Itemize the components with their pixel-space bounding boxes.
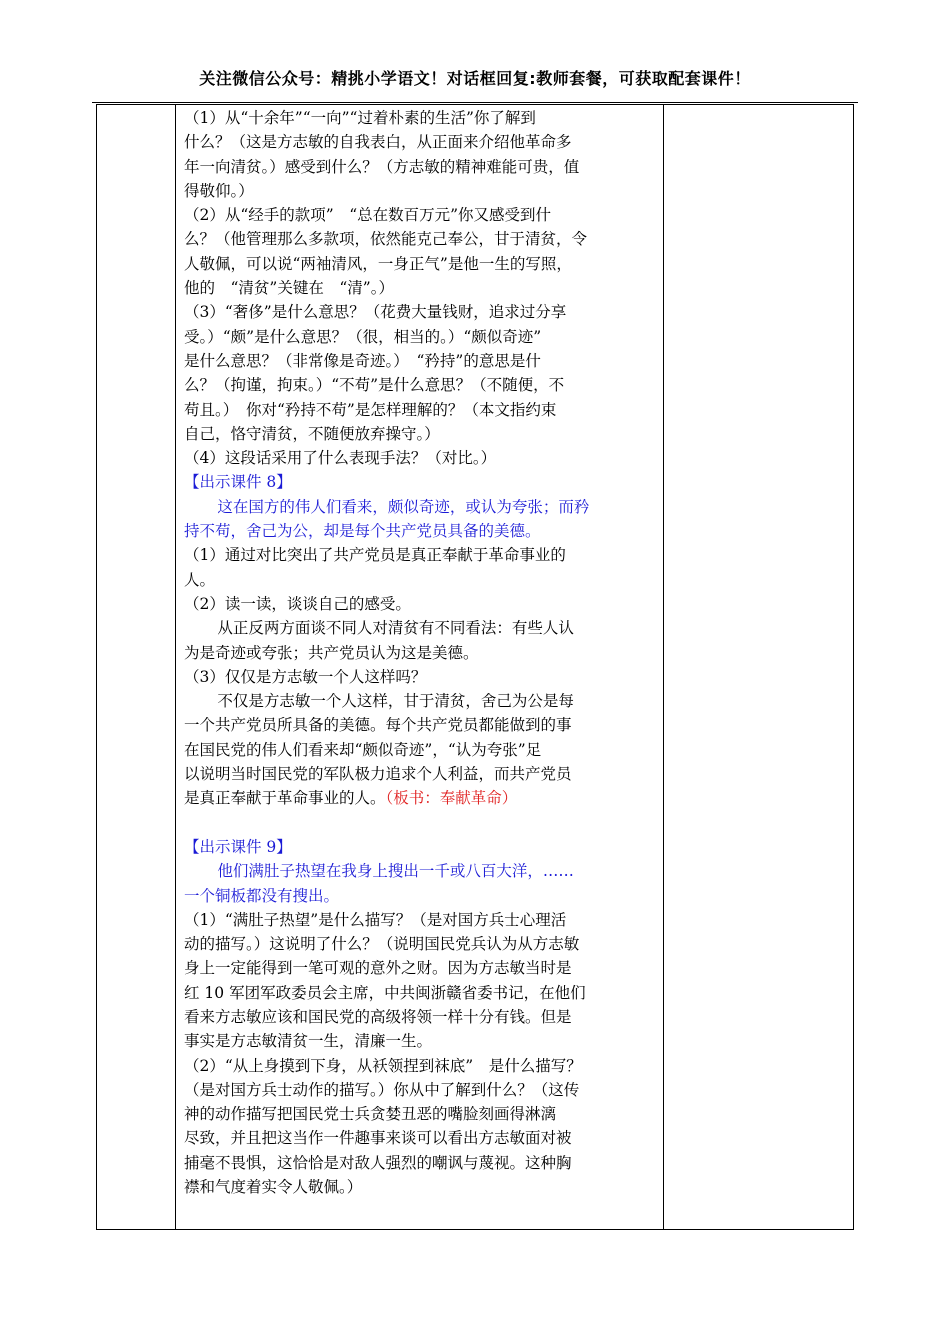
line-text: 神的动作描写把国民党士兵贪婪丑恶的嘴脸刻画得淋漓	[184, 1105, 557, 1124]
lesson-content	[184, 106, 666, 1199]
text-line	[184, 835, 666, 859]
line-text: （2）读一读，谈谈自己的感受。	[184, 594, 411, 613]
line-text: 为是奇迹或夸张；共产党员认为这是美德。	[184, 643, 479, 662]
line-text: 人敬佩，可以说“两袖清风，一身正气”是他一生的写照，	[184, 254, 572, 273]
board-note: （板书：奉献革命）	[385, 789, 518, 808]
line-text: 看来方志敏应该和国民党的高级将领一样十分有钱。但是	[184, 1007, 572, 1026]
line-text: 自己，恪守清贫，不随便放弃操守。）	[184, 424, 440, 443]
text-line	[184, 689, 666, 713]
text-line	[184, 130, 666, 154]
line-text: 么？（拘谨，拘束。）“不苟”是什么意思？（不随便，不	[184, 376, 565, 395]
line-text: 不仅是方志敏一个人这样，甘于清贫，舍己为公是每	[217, 692, 574, 711]
text-line	[184, 1175, 666, 1199]
line-text: 这在国方的伟人们看来，颇似奇迹，或认为夸张；而矜	[217, 497, 590, 516]
line-text: 么？（他管理那么多款项，依然能克己奉公，甘于清贫，令	[184, 230, 588, 249]
text-line	[184, 519, 666, 543]
text-line	[184, 1151, 666, 1175]
text-line	[184, 1102, 666, 1126]
line-text: 身上一定能得到一笔可观的意外之财。因为方志敏当时是	[184, 959, 572, 978]
column-divider-left	[175, 105, 176, 1229]
text-line	[184, 713, 666, 737]
text-line	[184, 1054, 666, 1078]
line-text: 捕毫不畏惧，这恰恰是对敌人强烈的嘲讽与蔑视。这种胸	[184, 1153, 572, 1172]
line-text: 动的描写。）这说明了什么？（说明国民党兵认为从方志敏	[184, 935, 580, 954]
line-text: （1）通过对比突出了共产党员是真正奉献于革命事业的	[184, 546, 566, 565]
text-line	[184, 908, 666, 932]
line-text: （2）“从上身摸到下身，从袄领捏到袜底” 是什么描写？	[184, 1056, 582, 1075]
line-text: 受。）“颇”是什么意思？（很，相当的。）“颇似奇迹”	[184, 327, 542, 346]
line-text: （3）仅仅是方志敏一个人这样吗？	[184, 667, 427, 686]
line-text: （2）从“经手的款项” “总在数百万元”你又感受到什	[184, 206, 552, 225]
text-line	[184, 616, 666, 640]
text-line	[184, 446, 666, 470]
line-text: （1）从“十余年”“一向”“过着朴素的生活”你了解到	[184, 109, 536, 127]
line-text: 襟和气度着实令人敬佩。）	[184, 1178, 363, 1197]
text-line	[184, 252, 666, 276]
header-rule	[92, 102, 858, 103]
line-text: 一个共产党员所具备的美德。每个共产党员都能做到的事	[184, 716, 572, 735]
text-line	[184, 884, 666, 908]
line-text: 尽致，并且把这当作一件趣事来谈可以看出方志敏面对被	[184, 1129, 572, 1148]
line-text: 是真正奉献于革命事业的人。	[184, 789, 386, 808]
text-line	[184, 1078, 666, 1102]
text-line	[184, 1029, 666, 1053]
line-text: 以说明当时国民党的军队极力追求个人利益，而共产党员	[184, 765, 572, 784]
text-line	[184, 981, 666, 1005]
line-text: （1）“满肚子热望”是什么描写？（是对国方兵士心理活	[184, 910, 567, 929]
line-text: 【出示课件 9】	[184, 837, 292, 856]
text-line	[184, 349, 666, 373]
text-line	[184, 1126, 666, 1150]
text-line	[184, 956, 666, 980]
line-text: 他们满肚子热望在我身上搜出一千或八百大洋，……	[217, 862, 574, 881]
line-text: （3）“奢侈”是什么意思？（花费大量钱财，追求过分享	[184, 303, 567, 322]
line-text: 【出示课件 8】	[184, 473, 292, 492]
text-line	[184, 398, 666, 422]
text-line	[184, 568, 666, 592]
line-text: 人。	[184, 570, 216, 589]
text-line	[184, 641, 666, 665]
text-line	[184, 665, 666, 689]
line-text: （是对国方兵士动作的描写。）你从中了解到什么？（这传	[184, 1080, 580, 1099]
line-text: 红 10 军团军政委员会主席，中共闽浙赣省委书记，在他们	[184, 983, 586, 1002]
text-line	[184, 859, 666, 883]
text-line	[184, 300, 666, 324]
text-line	[184, 762, 666, 786]
text-line	[184, 227, 666, 251]
text-line	[184, 373, 666, 397]
line-text: 是什么意思？（非常像是奇迹。） “矜持”的意思是什	[184, 351, 541, 370]
text-line	[184, 932, 666, 956]
line-text: 年一向清贫。）感受到什么？（方志敏的精神难能可贵，值	[184, 157, 580, 176]
text-line	[184, 325, 666, 349]
line-text: 从正反两方面谈不同人对清贫有不同看法：有些人认	[217, 619, 574, 638]
text-line	[184, 738, 666, 762]
text-line	[184, 203, 666, 227]
line-text: （4）这段话采用了什么表现手法？（对比。）	[184, 449, 497, 468]
line-text: 得敬仰。）	[184, 181, 254, 200]
text-line	[184, 106, 666, 130]
line-text: 事实是方志敏清贫一生，清廉一生。	[184, 1032, 433, 1051]
line-text: 持不苟，舍己为公，却是每个共产党员具备的美德。	[184, 522, 541, 541]
text-line	[184, 543, 666, 567]
text-line	[184, 786, 666, 810]
text-line	[184, 1005, 666, 1029]
line-text: 在国民党的伟人们看来却“颇似奇迹”，“认为夸张”足	[184, 740, 542, 759]
line-text: 苟且。） 你对“矜持不苟”是怎样理解的？（本文指约束	[184, 400, 557, 419]
page-header: 关注微信公众号：精挑小学语文！对话框回复:教师套餐，可获取配套课件！	[199, 69, 751, 88]
text-line	[184, 495, 666, 519]
text-line	[184, 155, 666, 179]
text-line	[184, 470, 666, 494]
blank-line	[184, 811, 666, 835]
text-line	[184, 276, 666, 300]
line-text: 什么？（这是方志敏的自我表白，从正面来介绍他革命多	[184, 133, 572, 152]
text-line	[184, 422, 666, 446]
line-text: 一个铜板都没有搜出。	[184, 886, 340, 905]
line-text: 他的 “清贫”关键在 “清”。）	[184, 279, 394, 298]
text-line	[184, 592, 666, 616]
text-line	[184, 179, 666, 203]
